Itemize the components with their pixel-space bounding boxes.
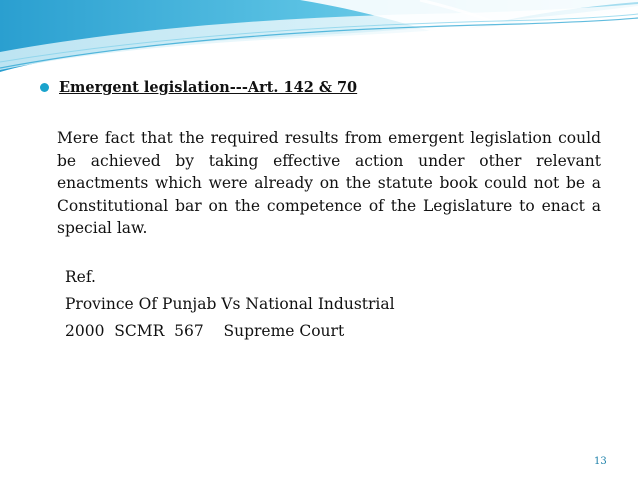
bullet-heading: Emergent legislation---Art. 142 & 70	[59, 79, 358, 96]
page-number: 13	[594, 456, 607, 467]
body-paragraph: Mere fact that the required results from emergent legislation could be achieved by taking effective action under other relevant enactments which were already on the statute book could not be a Constitutional bar on the competence of the Legislature to enact a special law.	[57, 129, 601, 237]
bullet-item	[40, 79, 357, 96]
reference-block	[65, 264, 395, 345]
header-wave-decoration	[0, 0, 638, 80]
bullet-dot-icon	[40, 83, 49, 92]
reference-label: Ref.	[65, 268, 96, 286]
reference-case: Province Of Punjab Vs National Industrial	[65, 295, 395, 313]
reference-citation: 2000 SCMR 567 Supreme Court	[65, 322, 345, 340]
